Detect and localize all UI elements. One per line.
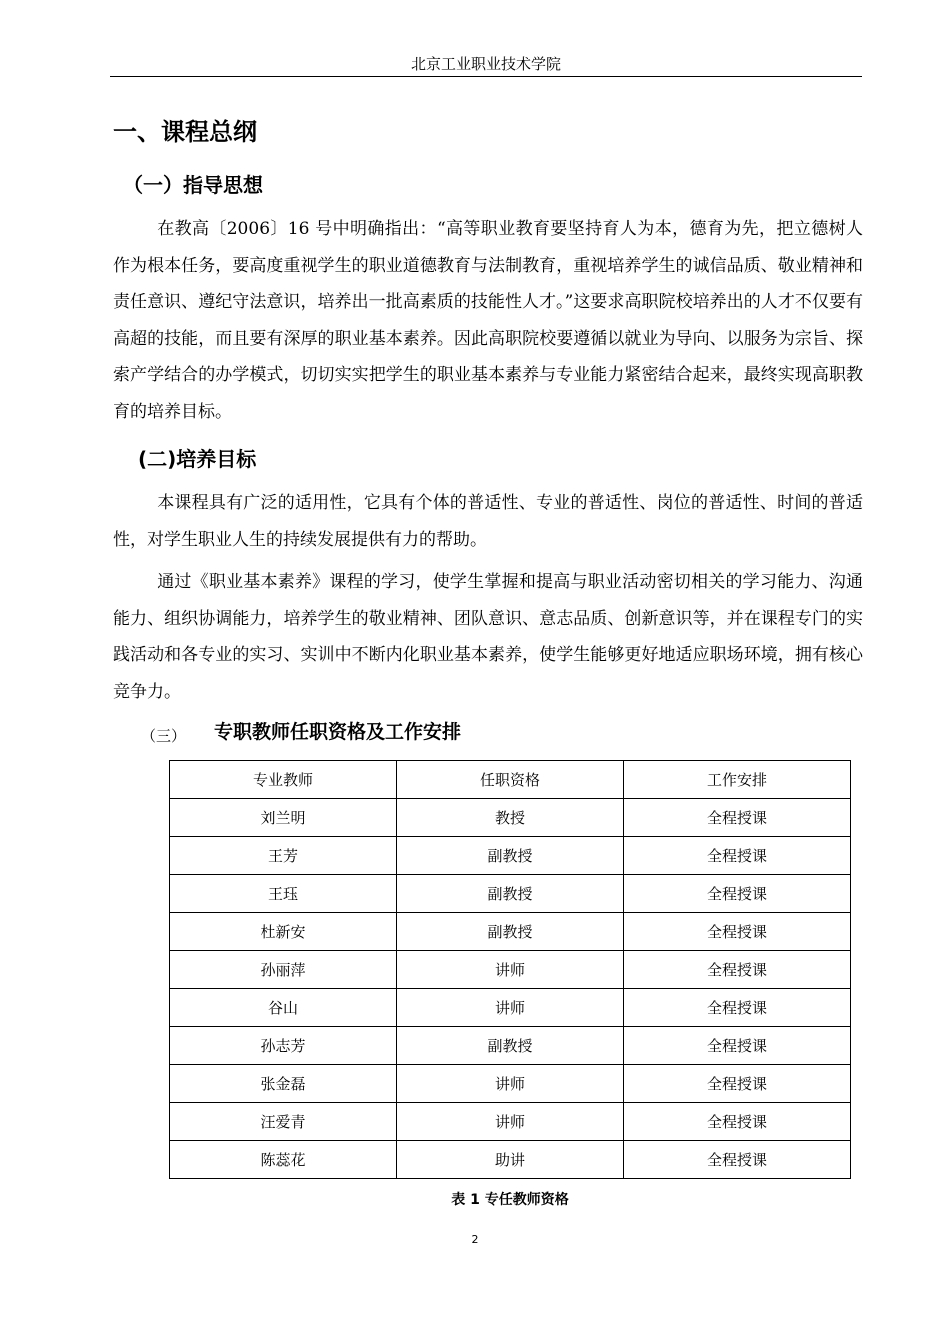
assignment-cell: 全程授课 [624, 989, 851, 1027]
paragraph-training-goals-2: 通过《职业基本素养》课程的学习，使学生掌握和提高与职业活动密切相关的学习能力、沟通能力、组织协调能力，培养学生的敬业精神、团队意识、意志品质、创新意识等，并在课程专门的实践活动和各专业的实习、实训中不断内化职业基本素养，使学生能够更好地适应职场环境，拥有核心竞争力。 [113, 572, 863, 702]
table-row [170, 1141, 851, 1179]
qualification-cell: 讲师 [397, 1103, 624, 1141]
page-number: 2 [471, 1233, 479, 1246]
teacher-name-cell: 刘兰明 [170, 799, 397, 837]
qualification-cell: 副教授 [397, 875, 624, 913]
column-header: 专业教师 [170, 761, 397, 799]
qualification-cell: 助讲 [397, 1141, 624, 1179]
qualification-cell: 副教授 [397, 837, 624, 875]
teacher-name-cell: 陈蕊花 [170, 1141, 397, 1179]
column-header: 工作安排 [624, 761, 851, 799]
table-row [170, 1027, 851, 1065]
table-header-row [170, 761, 851, 799]
assignment-cell: 全程授课 [624, 1065, 851, 1103]
assignment-cell: 全程授课 [624, 837, 851, 875]
table-row [170, 837, 851, 875]
qualification-cell: 讲师 [397, 951, 624, 989]
page-header: 北京工业职业技术学院 [410, 55, 561, 73]
qualification-cell: 讲师 [397, 1065, 624, 1103]
subsection-heading-teacher-qualifications: 专职教师任职资格及工作安排 [214, 721, 462, 743]
teacher-name-cell: 王芳 [170, 837, 397, 875]
subsection-heading-guiding-ideology: （一）指导思想 [123, 173, 263, 197]
assignment-cell: 全程授课 [624, 799, 851, 837]
assignment-cell: 全程授课 [624, 1141, 851, 1179]
qualification-cell: 副教授 [397, 1027, 624, 1065]
header-divider [110, 76, 862, 77]
table-row [170, 1065, 851, 1103]
teacher-name-cell: 孙志芳 [170, 1027, 397, 1065]
teacher-qualification-table [169, 760, 851, 1179]
column-header: 任职资格 [397, 761, 624, 799]
teacher-name-cell: 谷山 [170, 989, 397, 1027]
qualification-cell: 副教授 [397, 913, 624, 951]
assignment-cell: 全程授课 [624, 913, 851, 951]
table-row [170, 951, 851, 989]
teacher-name-cell: 王珏 [170, 875, 397, 913]
subsection-number: （三） [141, 727, 187, 745]
paragraph-training-goals-1: 本课程具有广泛的适用性，它具有个体的普适性、专业的普适性、岗位的普适性、时间的普适性，对学生职业人生的持续发展提供有力的帮助。 [113, 493, 863, 550]
subsection-heading-training-goals: (二)培养目标 [138, 447, 257, 471]
assignment-cell: 全程授课 [624, 875, 851, 913]
paragraph-guiding-ideology: 在教高〔2006〕16 号中明确指出：“高等职业教育要坚持育人为本，德育为先，把立德树人作为根本任务，要高度重视学生的职业道德教育与法制教育，重视培养学生的诚信品质、敬业精神和责任意识、遵纪守法意识，培养出一批高素质的技能性人才。”这要求高职院校培养出的人才不仅要有高超的技能，而且要有深厚的职业基本素养。因此高职院校要遵循以就业为导向、以服务为宗旨、探索产学结合的办学模式，切切实实把学生的职业基本素养与专业能力紧密结合起来，最终实现高职教育的培养目标。 [113, 219, 863, 422]
section-heading-course-outline: 一、课程总纲 [113, 118, 257, 146]
teacher-name-cell: 汪爱青 [170, 1103, 397, 1141]
table-row [170, 989, 851, 1027]
teacher-name-cell: 杜新安 [170, 913, 397, 951]
assignment-cell: 全程授课 [624, 1103, 851, 1141]
table-row [170, 799, 851, 837]
table-row [170, 913, 851, 951]
table-row [170, 875, 851, 913]
assignment-cell: 全程授课 [624, 951, 851, 989]
teacher-name-cell: 孙丽萍 [170, 951, 397, 989]
qualification-cell: 讲师 [397, 989, 624, 1027]
qualification-cell: 教授 [397, 799, 624, 837]
assignment-cell: 全程授课 [624, 1027, 851, 1065]
teacher-name-cell: 张金磊 [170, 1065, 397, 1103]
table-caption: 表 1 专任教师资格 [451, 1192, 569, 1208]
table-row [170, 1103, 851, 1141]
